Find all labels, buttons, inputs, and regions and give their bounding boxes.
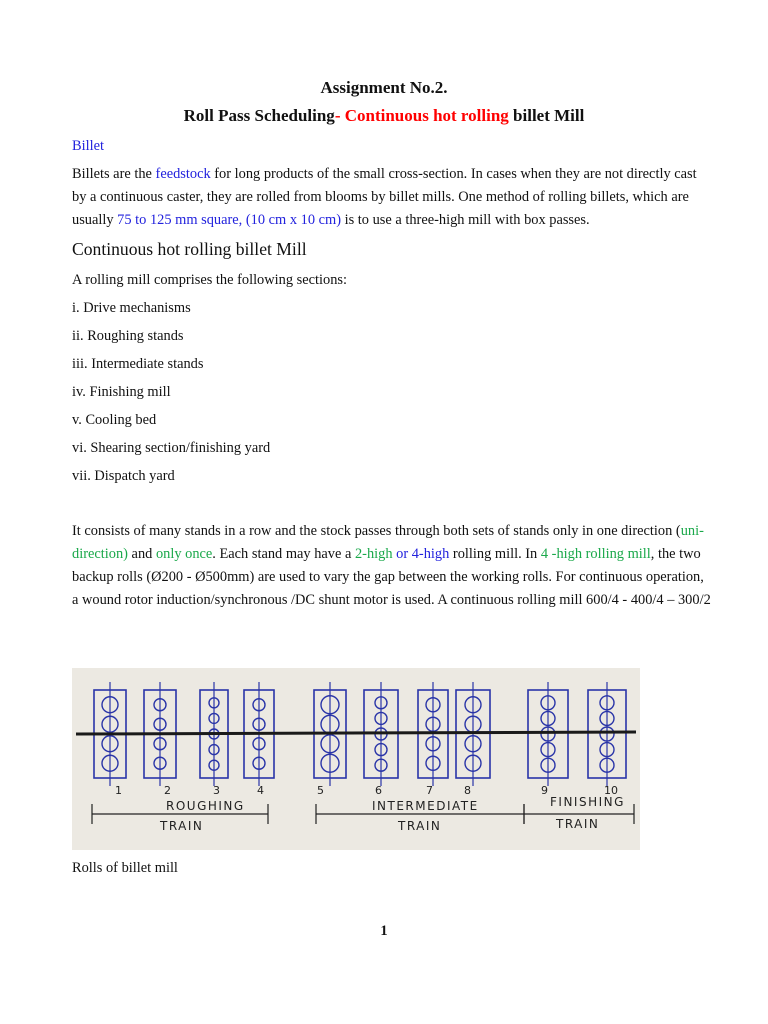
mill-intro: A rolling mill comprises the following sections: xyxy=(72,272,347,288)
stand-number: 10 xyxy=(604,784,618,797)
list-item: iii. Intermediate stands xyxy=(72,356,204,372)
feedstock-term: feedstock xyxy=(155,166,211,182)
stand-number-labels xyxy=(115,784,618,797)
roll-stand-diagram xyxy=(72,668,640,850)
text-run: rolling mill. In xyxy=(449,546,541,562)
list-item: iv. Finishing mill xyxy=(72,384,171,400)
billet-size-term: 75 to 125 mm square, xyxy=(117,212,243,228)
train-label-top: ROUGHING xyxy=(166,799,245,813)
continuous-mill-paragraph xyxy=(72,520,712,612)
document-subtitle xyxy=(0,106,768,126)
subtitle-part-1: Roll Pass Scheduling xyxy=(183,106,335,125)
mill-section-heading: Continuous hot rolling billet Mill xyxy=(72,239,307,259)
subtitle-part-2-highlight: - Continuous hot rolling xyxy=(334,106,509,125)
billet-heading: Billet xyxy=(72,138,104,154)
stand-number: 2 xyxy=(164,784,171,797)
four-high-rolling-mill-term: 4 -high rolling mill xyxy=(540,546,651,562)
list-item: vii. Dispatch yard xyxy=(72,468,175,484)
roll-stand xyxy=(528,682,568,786)
two-high-term: 2-high xyxy=(354,546,393,562)
list-item: ii. Roughing stands xyxy=(72,328,184,344)
subtitle-part-3: billet Mill xyxy=(508,106,585,125)
four-high-term: or 4-high xyxy=(396,546,450,562)
stand-number: 7 xyxy=(426,784,433,797)
stock-line xyxy=(76,732,636,734)
stand-number: 3 xyxy=(213,784,220,797)
train-label-top: INTERMEDIATE xyxy=(372,799,479,813)
text-run: . Each stand may have a xyxy=(212,546,355,562)
text-run: for long products of the small cross-section. In cases when they are not directly cast by a continuous caster, they are rolled from blooms by billet mills. One method of rolling billets, which are usually xyxy=(72,166,697,228)
text-run: is to use a three-high mill with box passes. xyxy=(341,212,590,228)
text-run: Billets are the xyxy=(72,166,156,182)
train-bracket xyxy=(316,799,524,833)
uni-direction-term: uni-direction) xyxy=(72,523,704,562)
stand-number: 9 xyxy=(541,784,548,797)
train-label-top: FINISHING xyxy=(550,795,625,809)
list-item: i. Drive mechanisms xyxy=(72,300,191,316)
train-bracket xyxy=(92,799,268,833)
train-label-bottom: TRAIN xyxy=(160,819,204,833)
stand-number: 8 xyxy=(464,784,471,797)
stand-number: 6 xyxy=(375,784,382,797)
roll-stand xyxy=(588,682,626,786)
list-item: vi. Shearing section/finishing yard xyxy=(72,440,271,456)
billet-dimension-term: (10 cm x 10 cm) xyxy=(245,212,342,228)
train-brackets xyxy=(92,795,634,833)
train-label-bottom: TRAIN xyxy=(556,817,600,831)
train-label-bottom: TRAIN xyxy=(398,819,442,833)
text-run: and xyxy=(127,546,156,562)
only-once-term: only once xyxy=(155,546,213,562)
assignment-title: Assignment No.2. xyxy=(320,78,448,97)
stand-number: 1 xyxy=(115,784,122,797)
billet-paragraph xyxy=(72,163,712,232)
train-bracket xyxy=(524,795,634,831)
stand-number: 4 xyxy=(257,784,264,797)
figure-caption: Rolls of billet mill xyxy=(72,860,178,876)
list-item: v. Cooling bed xyxy=(72,412,157,428)
stand-number: 5 xyxy=(317,784,324,797)
text-run: , the two backup rolls (Ø200 - Ø500mm) are used to vary the gap between the working rolls. For continuous operation, a wound rotor induction/synchronous /DC shunt motor is used. A continuous rolling mill 600/4 - 400/4 – 300/2 xyxy=(72,546,711,608)
page-number: 1 xyxy=(380,923,388,939)
billet-mill-sketch xyxy=(72,668,640,850)
text-run: It consists of many stands in a row and the stock passes through both sets of stands only in one direction ( xyxy=(72,523,681,539)
